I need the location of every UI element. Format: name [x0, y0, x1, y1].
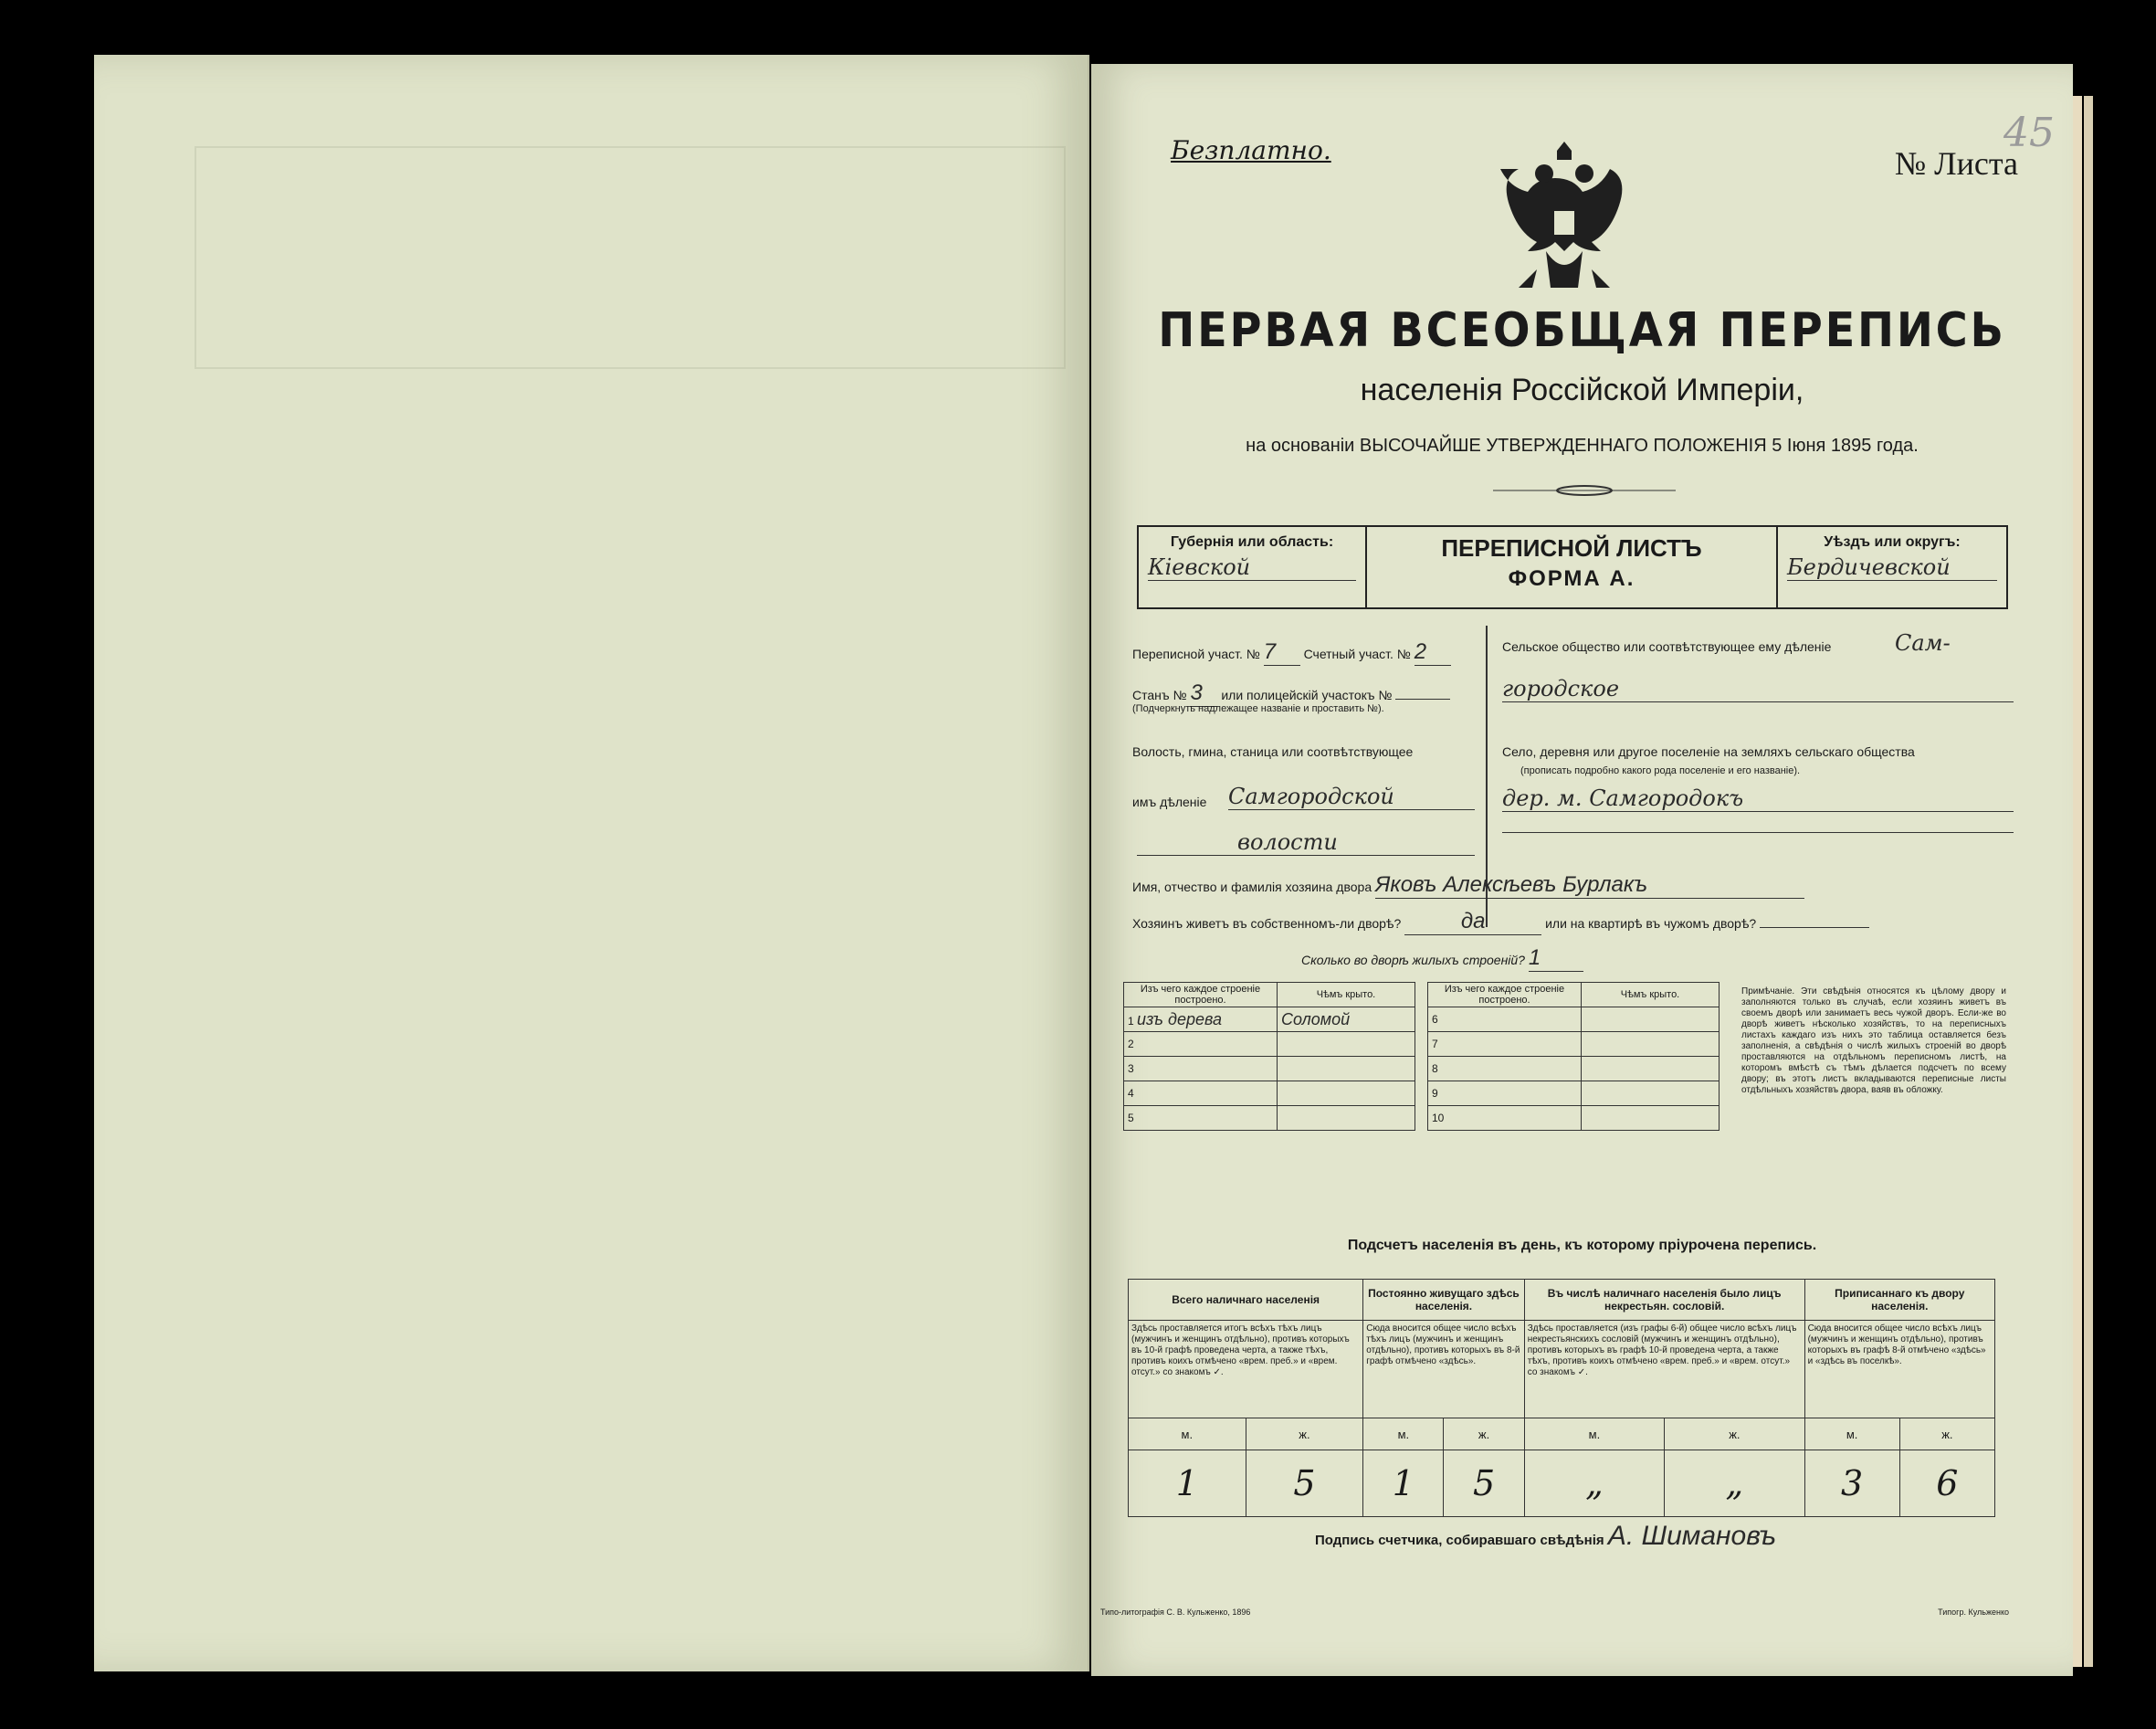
printer-footer-right: Типогр. Кульженко [1938, 1608, 2009, 1617]
count-head-permanent: Постоянно живущаго здѣсь населенія. [1363, 1280, 1524, 1321]
ornament-divider [1493, 484, 1676, 497]
page-edge [2084, 96, 2093, 1667]
society-value: Сам- [1895, 630, 1951, 656]
form-subtitle: населенія Россійской Имперіи, [1360, 373, 1804, 407]
signature-value: А. Шимановъ [1607, 1521, 1777, 1551]
count-area-label: Счетный участ. № [1303, 647, 1411, 661]
male-header: м. [1524, 1418, 1664, 1450]
male-header: м. [1129, 1418, 1246, 1450]
legal-basis: на основаніи ВЫСОЧАЙШЕ УТВЕРЖДЕННАГО ПОЛОЖЕНІЯ 5 Іюня 1895 года. [1246, 436, 1919, 456]
table-row: 4 [1124, 1081, 1415, 1106]
village-note: (прописать подробно какого рода поселеніе и его названіе). [1520, 765, 1801, 776]
count-value: 1 [1363, 1450, 1444, 1517]
table-row: 1 изъ дерева Соломой [1124, 1007, 1415, 1032]
count-desc: Сюда вносится общее число всѣхъ тѣхъ лицъ (мужчинъ и женщинъ отдѣльно), противъ которыхъ въ 8-й графѣ отмѣчено «здѣсь». [1363, 1321, 1524, 1418]
stan-value: 3 [1190, 680, 1217, 707]
printer-footer: Типо-литографія С. В. Кульженко, 1896 [1100, 1608, 1251, 1617]
count-value: „ [1524, 1450, 1664, 1517]
volost-value: Самгородской [1228, 784, 1475, 810]
female-header: ж. [1246, 1418, 1363, 1450]
census-form-page [1091, 64, 2073, 1676]
female-header: ж. [1444, 1418, 1524, 1450]
form-type-sub: ФОРМА А. [1508, 566, 1635, 591]
signature-line [1315, 1521, 1776, 1552]
buildings-label: Сколько во дворѣ жилыхъ строеній? [1301, 953, 1525, 967]
village-label: Село, деревня или другое поселеніе на земляхъ сельскаго общества [1502, 744, 1915, 759]
sheet-number-label: № Листа [1894, 145, 2018, 182]
population-count-table [1128, 1279, 1995, 1517]
count-value: 6 [1899, 1450, 1994, 1517]
male-header: м. [1363, 1418, 1444, 1450]
count-value: 5 [1246, 1450, 1363, 1517]
female-header: ж. [1665, 1418, 1804, 1450]
form-title: ПЕРВАЯ ВСЕОБЩАЯ ПЕРЕПИСЬ [1158, 303, 2006, 358]
pencil-page-number: 45 [2004, 110, 2055, 156]
buildings-table-right [1427, 982, 1720, 1131]
volost-value-2: волости [1137, 829, 1475, 856]
double-headed-eagle-emblem [1491, 132, 1637, 306]
rent-label: или на квартирѣ въ чужомъ дворѣ? [1545, 916, 1757, 931]
district-label: Уѣздъ или округъ: [1824, 534, 1961, 550]
show-through-form [195, 146, 1066, 369]
blank-line [1502, 831, 2014, 833]
count-desc: Сюда вносится общее число всѣхъ лицъ (мужчинъ и женщинъ отдѣльно), противъ которыхъ въ графѣ 8-й отмѣчено «здѣсь» и «здѣсь въ поселкѣ». [1804, 1321, 1994, 1418]
table-row: 2 [1124, 1032, 1415, 1057]
count-value: 1 [1129, 1450, 1246, 1517]
buildings-value: 1 [1529, 945, 1583, 972]
census-area-line [1132, 639, 1451, 666]
own-yard-value: да [1404, 909, 1541, 935]
owner-line [1132, 872, 1804, 899]
owner-value: Яковъ Алексѣевъ Бурлакъ [1375, 872, 1804, 899]
male-header: м. [1804, 1418, 1899, 1450]
census-area-label: Переписной участ. № [1132, 647, 1260, 661]
society-value-2: городское [1502, 676, 2014, 702]
police-label: или полицейскій участокъ № [1221, 688, 1393, 702]
col-what: Изъ чего каждое строеніе построено. [1124, 983, 1278, 1007]
buildings-line [1301, 945, 1583, 972]
own-yard-line [1132, 909, 1869, 935]
province-cell [1139, 527, 1367, 607]
table-row: 3 [1124, 1057, 1415, 1081]
left-page [94, 55, 1089, 1671]
district-cell [1778, 527, 2006, 607]
table-row: 7 [1428, 1032, 1720, 1057]
building-material: изъ дерева [1137, 1009, 1222, 1028]
table-row: 10 [1428, 1106, 1720, 1131]
count-head-present: Всего наличнаго населенія [1129, 1280, 1363, 1321]
header-box [1137, 525, 2008, 609]
count-value: „ [1665, 1450, 1804, 1517]
count-value: 5 [1444, 1450, 1524, 1517]
society-label: Сельское общество или соотвѣтствующее ему дѣленіе [1502, 639, 1832, 654]
free-label: Безплатно. [1171, 135, 1331, 165]
province-value: Кіевской [1148, 554, 1356, 581]
col-roof: Чѣмъ крыто. [1582, 983, 1720, 1007]
count-head-registered: Приписаннаго къ двору населенія. [1804, 1280, 1994, 1321]
buildings-table-left [1123, 982, 1415, 1131]
count-head-non-peasant: Въ числѣ наличнаго населенія было лицъ некрестьян. сословій. [1524, 1280, 1804, 1321]
female-header: ж. [1899, 1418, 1994, 1450]
stan-note: (Подчеркнуть надлежащее названіе и проставить №). [1132, 703, 1384, 714]
table-row: 5 [1124, 1106, 1415, 1131]
page-edge [2073, 96, 2082, 1667]
count-desc: Здѣсь проставляется (изъ графы 6-й) общее число всѣхъ лицъ некрестьянскихъ сословій (мужчинъ и женщинъ отдѣльно), противъ которыхъ въ графѣ 10-й проведена черта, а также тѣхъ, противъ коихъ отмѣчено «врем. преб.» и «врем. отсут.» со знакомъ ✓. [1524, 1321, 1804, 1418]
table-row: 8 [1428, 1057, 1720, 1081]
buildings-note: Примѣчаніе. Эти свѣдѣнія относятся къ цѣлому двору и заполняются только въ случаѣ, если хозяинъ живетъ въ своемъ дворѣ или занимаетъ весь чужой дворъ. Если-же во дворѣ живетъ нѣсколько хозяйствъ, то на переписныхъ листахъ каждаго изъ нихъ это таблица оставляется безъ заполненія, а свѣдѣнія о числѣ жилыхъ строеній во дворѣ проставляются на отдѣльномъ переписномъ листѣ, на которомъ вмѣстѣ съ тѣмъ дѣлается подсчетъ по всему двору; въ этотъ листъ вкладываются переписные листы отдѣльныхъ хозяйствъ двора, ваяв въ обложку. [1741, 986, 2006, 1095]
village-value: дер. м. Самгородокъ [1502, 785, 2014, 812]
count-area-value: 2 [1415, 639, 1451, 666]
signature-label: Подпись счетчика, собиравшаго свѣдѣнія [1315, 1533, 1604, 1548]
own-yard-label: Хозяинъ живетъ въ собственномъ-ли дворѣ? [1132, 916, 1402, 931]
building-roof: Соломой [1281, 1009, 1351, 1028]
col-roof: Чѣмъ крыто. [1278, 983, 1415, 1007]
province-label: Губернія или область: [1170, 534, 1334, 550]
volost-label: Волость, гмина, станица или соотвѣтствующее [1132, 744, 1414, 759]
count-value: 3 [1804, 1450, 1899, 1517]
stan-label: Станъ № [1132, 688, 1187, 702]
census-area-value: 7 [1264, 639, 1300, 666]
count-title: Подсчетъ населенія въ день, къ которому пріурочена перепись. [1347, 1238, 1817, 1253]
form-type-title: ПЕРЕПИСНОЙ ЛИСТЪ [1441, 534, 1702, 562]
form-type-cell [1367, 527, 1778, 607]
table-row: 6 [1428, 1007, 1720, 1032]
col-what: Изъ чего каждое строеніе построено. [1428, 983, 1582, 1007]
volost-label2: имъ дѣленіе [1132, 795, 1207, 809]
count-desc: Здѣсь проставляется итогъ всѣхъ тѣхъ лицъ (мужчинъ и женщинъ отдѣльно), противъ которыхъ въ 10-й графѣ проведена черта, а также тѣхъ, противъ коихъ отмѣчено «врем. преб.» и «врем. отсут.» со знакомъ ✓. [1129, 1321, 1363, 1418]
table-row: 9 [1428, 1081, 1720, 1106]
owner-label: Имя, отчество и фамилія хозяина двора [1132, 880, 1372, 894]
district-value: Бердичевской [1787, 554, 1997, 581]
